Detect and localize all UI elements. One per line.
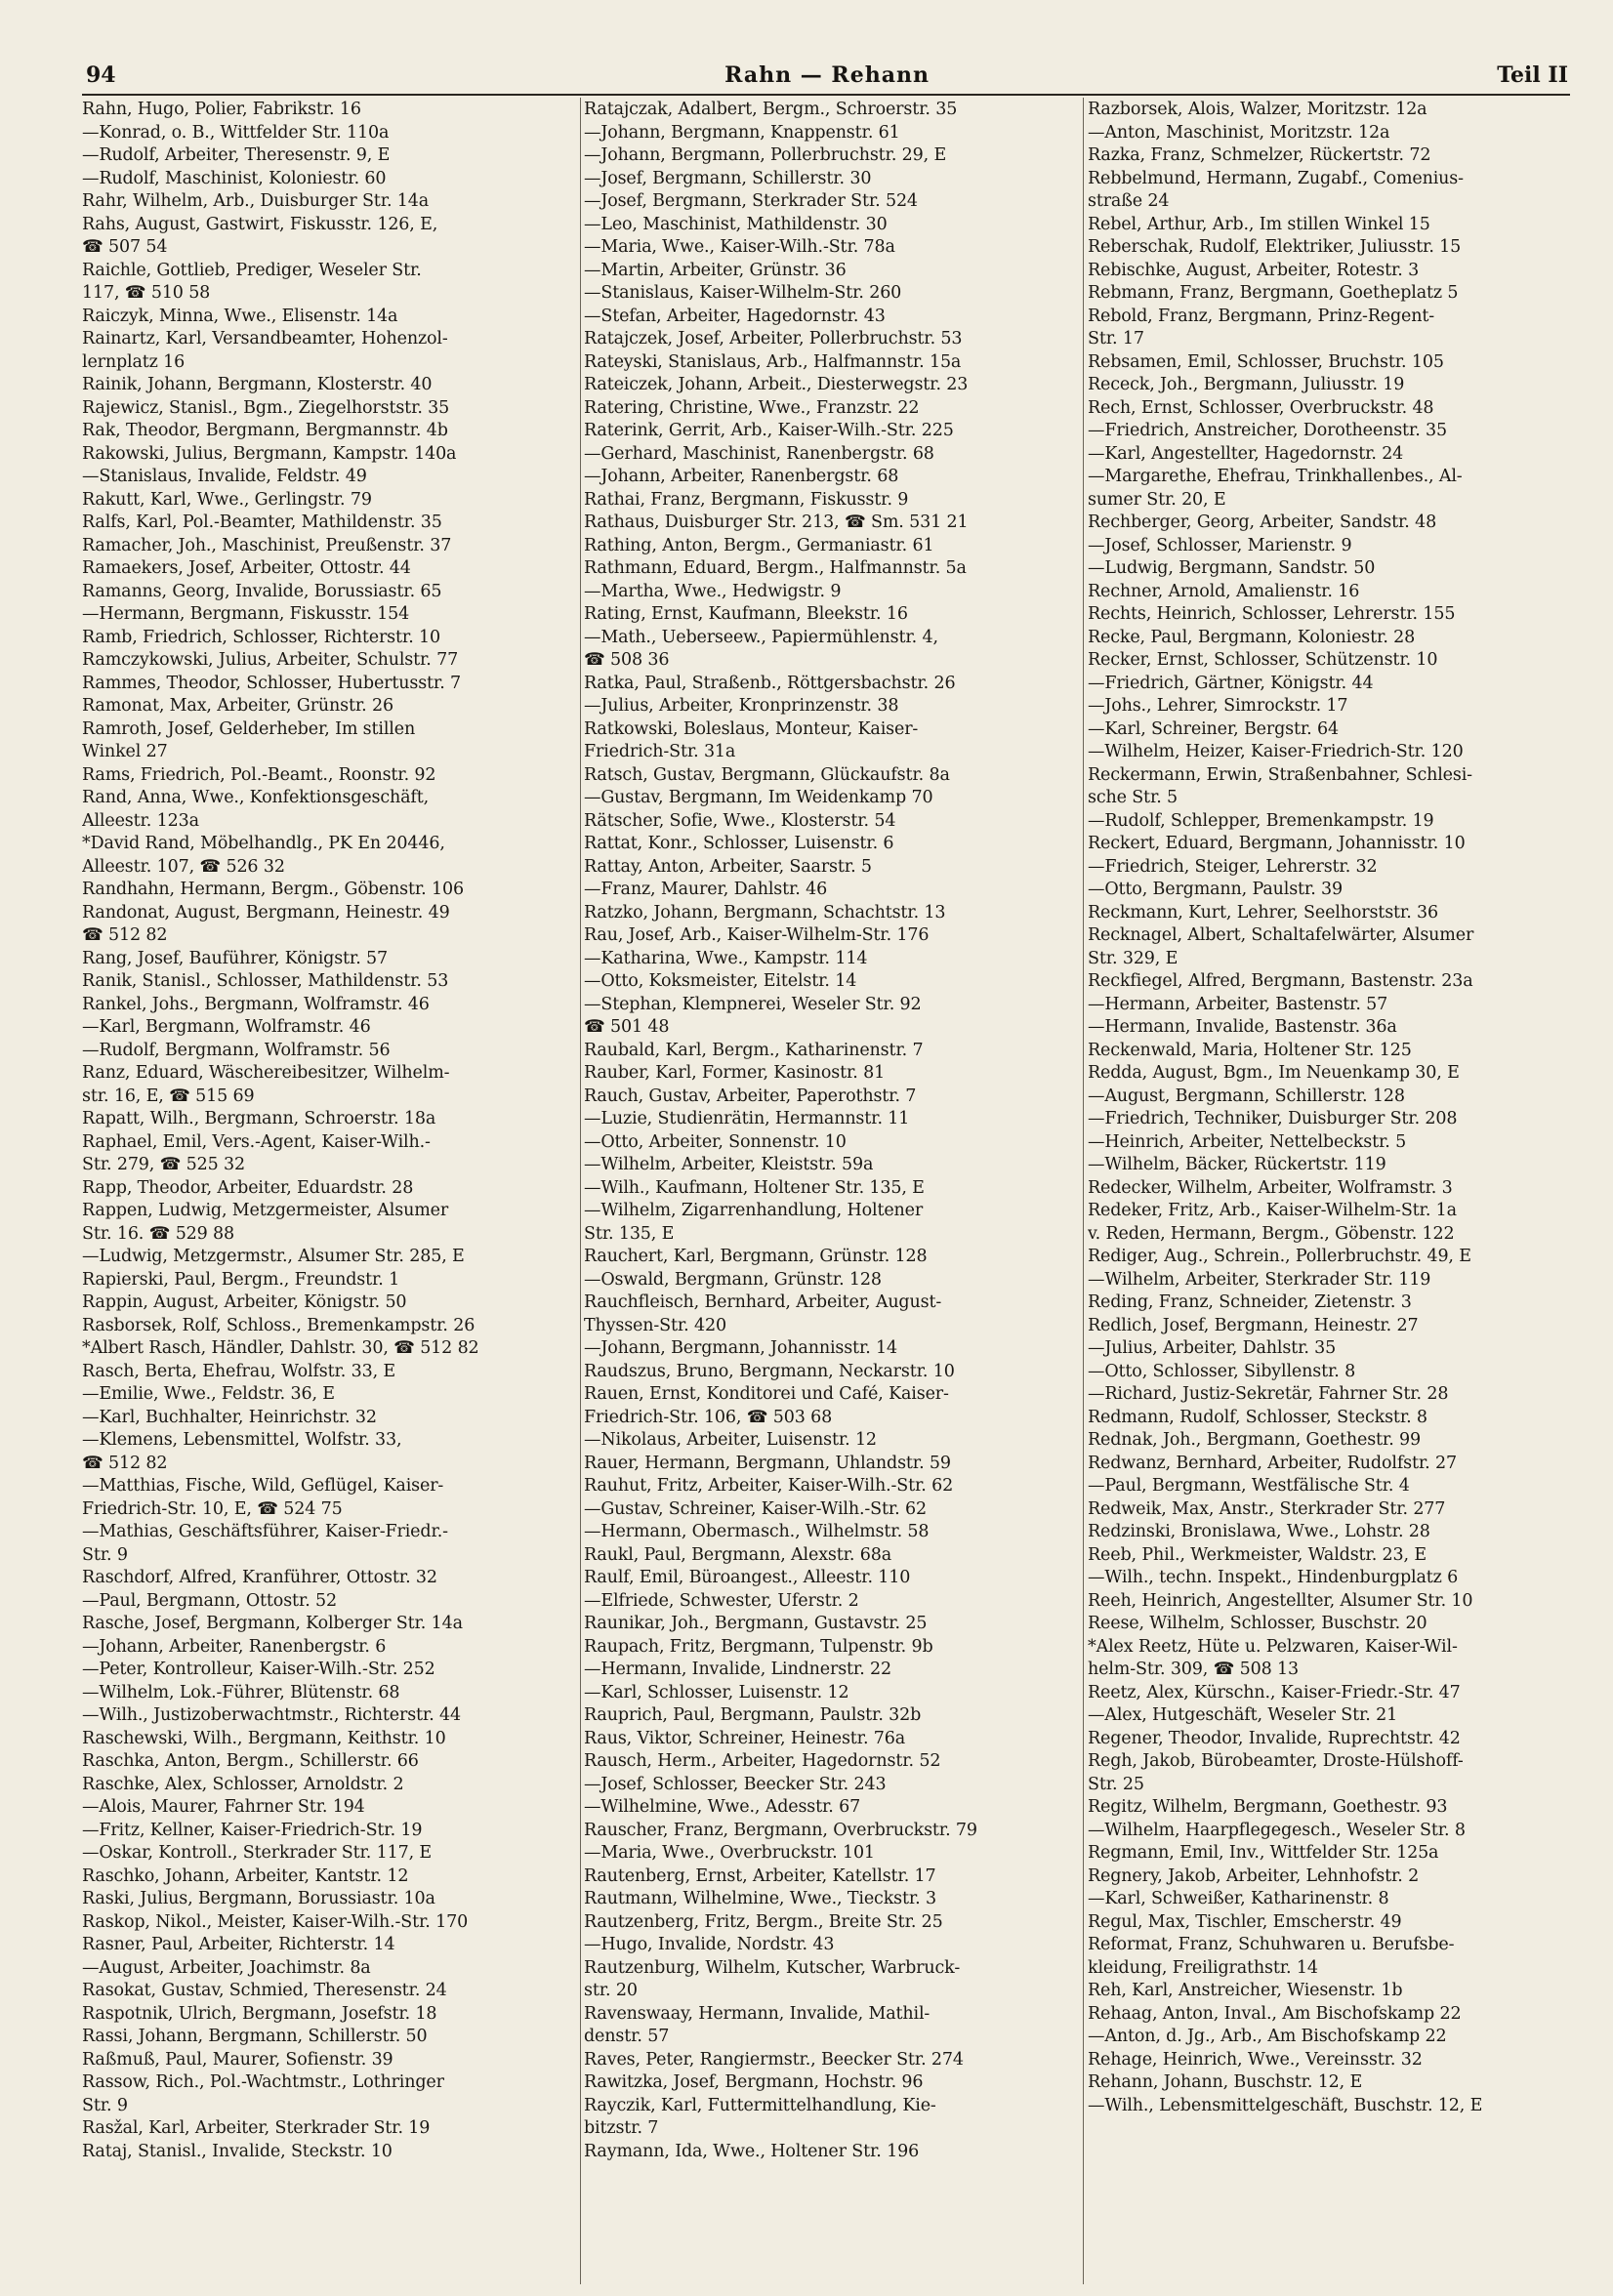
directory-entry-line: Rateyski, Stanislaus, Arb., Halfmannstr. 15a [584, 351, 962, 372]
directory-entry-line: Ralfs, Karl, Pol.-Beamter, Mathildenstr. 35 [82, 512, 442, 532]
directory-entry-line: ☎ 512 82 [82, 1453, 168, 1473]
directory-entry-line: —Karl, Schweißer, Katharinenstr. 8 [1088, 1889, 1389, 1908]
directory-entry-line: Reckermann, Erwin, Straßenbahner, Schlesi- [1088, 764, 1472, 785]
directory-entry-line: —Martha, Wwe., Hedwigstr. 9 [584, 581, 842, 601]
directory-entry-line: —Hermann, Invalide, Bastenstr. 36a [1088, 1017, 1397, 1037]
directory-entry-line: Rakutt, Karl, Wwe., Gerlingstr. 79 [82, 489, 372, 510]
directory-entry-line: —Oswald, Bergmann, Grünstr. 128 [584, 1269, 882, 1290]
directory-entry-line: v. Reden, Hermann, Bergm., Göbenstr. 122 [1088, 1223, 1455, 1244]
directory-entry-line: straße 24 [1088, 191, 1170, 211]
directory-entry-line: —Wilhelm, Heizer, Kaiser-Friedrich-Str. 120 [1088, 742, 1464, 761]
directory-entry-line: Rathai, Franz, Bergmann, Fiskusstr. 9 [584, 489, 909, 510]
directory-entry-line: kleidung, Freiligrathstr. 14 [1088, 1957, 1318, 1978]
directory-entry-line: Rednak, Joh., Bergmann, Goethestr. 99 [1088, 1430, 1421, 1450]
directory-entry-line: *Alex Reetz, Hüte u. Pelzwaren, Kaiser-Wil- [1088, 1636, 1458, 1657]
directory-entry-line: denstr. 57 [584, 2027, 670, 2046]
directory-entry-line: Raunikar, Joh., Bergmann, Gustavstr. 25 [584, 1614, 928, 1633]
directory-entry-line: Raichle, Gottlieb, Prediger, Weseler Str. [82, 260, 422, 280]
directory-entry-line: Raschka, Anton, Bergm., Schillerstr. 66 [82, 1751, 419, 1771]
directory-entry-line: Rawitzka, Josef, Bergmann, Hochstr. 96 [584, 2072, 924, 2092]
directory-entry-line: —Stanislaus, Kaiser-Wilhelm-Str. 260 [584, 283, 902, 303]
directory-entry-line: —Johann, Arbeiter, Ranenbergstr. 68 [584, 467, 899, 486]
directory-entry-line: —Wilhelm, Zigarrenhandlung, Holtener [584, 1201, 924, 1220]
directory-entry-line: —Josef, Schlosser, Beecker Str. 243 [584, 1774, 887, 1794]
directory-entry-line: Ramroth, Josef, Gelderheber, Im stillen [82, 718, 416, 739]
directory-entry-line: Rappin, August, Arbeiter, Königstr. 50 [82, 1292, 407, 1312]
directory-entry-line: —Otto, Arbeiter, Sonnenstr. 10 [584, 1131, 847, 1152]
directory-entry-line: —Hermann, Arbeiter, Bastenstr. 57 [1088, 994, 1388, 1014]
directory-entry-line: Rasžal, Karl, Arbeiter, Sterkrader Str. 19 [82, 2118, 431, 2138]
directory-entry-line: —Stanislaus, Invalide, Feldstr. 49 [82, 467, 367, 486]
directory-entry-line: Redmann, Rudolf, Schlosser, Steckstr. 8 [1088, 1407, 1427, 1427]
directory-entry-line: Recknagel, Albert, Schaltafelwärter, Alsumer [1088, 925, 1474, 945]
directory-entry-line: sumer Str. 20, E [1088, 489, 1226, 510]
directory-entry-line: Raskop, Nikol., Meister, Kaiser-Wilh.-Str. 170 [82, 1911, 469, 1932]
directory-entry-line: Rainik, Johann, Bergmann, Klosterstr. 40 [82, 375, 433, 394]
directory-entry-line: —Ludwig, Metzgermstr., Alsumer Str. 285, E [82, 1247, 465, 1266]
directory-entry-line: —Oskar, Kontroll., Sterkrader Str. 117, E [82, 1843, 433, 1863]
directory-entry-line: —Nikolaus, Arbeiter, Luisenstr. 12 [584, 1430, 877, 1450]
directory-entry-line: Rateiczek, Johann, Arbeit., Diesterwegstr. 23 [584, 375, 969, 394]
directory-entry-line: Rassow, Rich., Pol.-Wachtmstr., Lothringer [82, 2072, 444, 2092]
directory-entry-line: —August, Arbeiter, Joachimstr. 8a [82, 1957, 371, 1978]
directory-entry-line: —Friedrich, Techniker, Duisburger Str. 208 [1088, 1109, 1458, 1128]
directory-entry-line: Str. 17 [1088, 329, 1144, 348]
directory-entry-line: Ramczykowski, Julius, Arbeiter, Schulstr. 77 [82, 650, 459, 670]
directory-entry-line: —Anton, d. Jg., Arb., Am Bischofskamp 22 [1088, 2027, 1447, 2046]
directory-entry-line: —Otto, Schlosser, Sibyllenstr. 8 [1088, 1361, 1356, 1381]
directory-entry-line: Ratering, Christine, Wwe., Franzstr. 22 [584, 397, 920, 418]
directory-column-1 [82, 99, 576, 2285]
directory-entry-line: str. 20 [584, 1981, 638, 2000]
directory-entry-line: —Richard, Justiz-Sekretär, Fahrner Str. 28 [1088, 1384, 1449, 1404]
directory-entry-line: Rechner, Arnold, Amalienstr. 16 [1088, 581, 1360, 601]
directory-entry-line: Rams, Friedrich, Pol.-Beamt., Roonstr. 92 [82, 764, 436, 785]
directory-entry-line: —Wilh., Kaufmann, Holtener Str. 135, E [584, 1177, 925, 1198]
part-label: Teil II [1497, 62, 1568, 88]
directory-entry-line: Rauchfleisch, Bernhard, Arbeiter, August- [584, 1292, 942, 1312]
directory-entry-line: 117, ☎ 510 58 [82, 283, 211, 303]
directory-entry-line: Raschewski, Wilh., Bergmann, Keithstr. 10 [82, 1728, 446, 1748]
directory-entry-line: —Gustav, Bergmann, Im Weidenkamp 70 [584, 788, 933, 807]
directory-entry-line: Rating, Ernst, Kaufmann, Bleekstr. 16 [584, 604, 908, 624]
directory-entry-line: —Katharina, Wwe., Kampstr. 114 [584, 948, 868, 968]
directory-entry-line: —Konrad, o. B., Wittfelder Str. 110a [82, 122, 390, 143]
header-rule [82, 94, 1570, 96]
directory-entry-line: Reckmann, Kurt, Lehrer, Seelhorststr. 36 [1088, 902, 1438, 922]
directory-entry-line: Raus, Viktor, Schreiner, Heinestr. 76a [584, 1728, 906, 1748]
directory-entry-line: str. 16, E, ☎ 515 69 [82, 1086, 255, 1106]
directory-entry-line: Ramonat, Max, Arbeiter, Grünstr. 26 [82, 696, 393, 716]
directory-entry-line: Reetz, Alex, Kürschn., Kaiser-Friedr.-Str. 47 [1088, 1682, 1461, 1702]
directory-entry-line: Rapierski, Paul, Bergm., Freundstr. 1 [82, 1269, 400, 1290]
directory-entry-line: Redda, August, Bgm., Im Neuenkamp 30, E [1088, 1063, 1460, 1083]
directory-column-2 [584, 99, 1077, 2285]
directory-entry-line: Reese, Wilhelm, Schlosser, Buschstr. 20 [1088, 1614, 1427, 1633]
directory-entry-line: Ratkowski, Boleslaus, Monteur, Kaiser- [584, 718, 919, 739]
directory-entry-line: —Hugo, Invalide, Nordstr. 43 [584, 1935, 835, 1954]
directory-entry-line: Razborsek, Alois, Walzer, Moritzstr. 12a [1088, 100, 1427, 119]
directory-entry-line: Rasner, Paul, Arbeiter, Richterstr. 14 [82, 1935, 395, 1954]
directory-entry-line: Str. 25 [1088, 1774, 1144, 1794]
directory-entry-line: Reh, Karl, Anstreicher, Wiesenstr. 1b [1088, 1981, 1403, 2000]
directory-entry-line: —Alois, Maurer, Fahrner Str. 194 [82, 1797, 365, 1817]
directory-entry-line: Rebel, Arthur, Arb., Im stillen Winkel 15 [1088, 214, 1430, 234]
directory-entry-line: Raukl, Paul, Bergmann, Alexstr. 68a [584, 1544, 891, 1565]
directory-entry-line: Raiczyk, Minna, Wwe., Elisenstr. 14a [82, 306, 398, 326]
directory-entry-line: Rehaag, Anton, Inval., Am Bischofskamp 22 [1088, 2003, 1462, 2024]
directory-entry-line: Redecker, Wilhelm, Arbeiter, Wolframstr. 3 [1088, 1177, 1453, 1198]
directory-entry-line: bitzstr. 7 [584, 2118, 659, 2138]
directory-entry-line: Raspotnik, Ulrich, Bergmann, Josefstr. 18 [82, 2003, 437, 2024]
directory-entry-line: Ramb, Friedrich, Schlosser, Richterstr. 10 [82, 627, 440, 647]
directory-entry-line: —Klemens, Lebensmittel, Wolfstr. 33, [82, 1430, 402, 1450]
directory-entry-line: —Hermann, Obermasch., Wilhelmstr. 58 [584, 1522, 930, 1541]
directory-entry-line: —Alex, Hutgeschäft, Weseler Str. 21 [1088, 1705, 1398, 1725]
directory-entry-line: —Mathias, Geschäftsführer, Kaiser-Friedr.- [82, 1522, 448, 1541]
directory-entry-line: —Stephan, Klempnerei, Weseler Str. 92 [584, 994, 922, 1014]
directory-entry-line: —Gerhard, Maschinist, Ranenbergstr. 68 [584, 443, 934, 464]
directory-entry-line: —Johs., Lehrer, Simrockstr. 17 [1088, 696, 1348, 716]
directory-entry-line: —Wilhelm, Arbeiter, Kleiststr. 59a [584, 1155, 874, 1174]
directory-entry-line: Reckfiegel, Alfred, Bergmann, Bastenstr. 23a [1088, 971, 1473, 991]
directory-entry-line: —Peter, Kontrolleur, Kaiser-Wilh.-Str. 252 [82, 1660, 435, 1679]
directory-entry-line: Redeker, Fritz, Arb., Kaiser-Wilhelm-Str. 1a [1088, 1201, 1457, 1220]
directory-entry-line: Rautmann, Wilhelmine, Wwe., Tieckstr. 3 [584, 1889, 936, 1908]
column-divider [580, 98, 581, 2284]
directory-entry-line: Regnery, Jakob, Arbeiter, Lehnhofstr. 2 [1088, 1866, 1420, 1886]
directory-entry-line: —Maria, Wwe., Overbruckstr. 101 [584, 1843, 875, 1863]
directory-entry-line: Raupach, Fritz, Bergmann, Tulpenstr. 9b [584, 1636, 933, 1657]
directory-entry-line: Rattay, Anton, Arbeiter, Saarstr. 5 [584, 856, 872, 877]
directory-entry-line: Ratzko, Johann, Bergmann, Schachtstr. 13 [584, 902, 946, 922]
directory-entry-line: —Otto, Bergmann, Paulstr. 39 [1088, 880, 1343, 899]
directory-entry-line: —Karl, Bergmann, Wolframstr. 46 [82, 1017, 371, 1037]
directory-entry-line: —Leo, Maschinist, Mathildenstr. 30 [584, 214, 888, 234]
directory-entry-line: Razka, Franz, Schmelzer, Rückertstr. 72 [1088, 145, 1431, 165]
directory-entry-line: —Maria, Wwe., Kaiser-Wilh.-Str. 78a [584, 237, 895, 257]
directory-entry-line: —Karl, Schreiner, Bergstr. 64 [1088, 718, 1339, 739]
directory-entry-line: Raterink, Gerrit, Arb., Kaiser-Wilh.-Str. 225 [584, 421, 954, 440]
directory-entry-line: Thyssen-Str. 420 [584, 1315, 726, 1335]
directory-entry-line: Rech, Ernst, Schlosser, Overbruckstr. 48 [1088, 397, 1434, 418]
directory-entry-line: Redweik, Max, Anstr., Sterkrader Str. 277 [1088, 1498, 1446, 1519]
directory-entry-line: —Franz, Maurer, Dahlstr. 46 [584, 880, 828, 899]
directory-entry-line: Raulf, Emil, Büroangest., Alleestr. 110 [584, 1568, 911, 1587]
directory-entry-line: Winkel 27 [82, 742, 168, 761]
directory-entry-line: —Johann, Bergmann, Knappenstr. 61 [584, 122, 900, 143]
directory-entry-line: Rau, Josef, Arb., Kaiser-Wilhelm-Str. 176 [584, 925, 930, 945]
directory-entry-line: ☎ 508 36 [584, 650, 670, 670]
directory-entry-line: Reckert, Eduard, Bergmann, Johannisstr. 10 [1088, 834, 1466, 853]
directory-entry-line: Regmann, Emil, Inv., Wittfelder Str. 125a [1088, 1843, 1439, 1863]
directory-entry-line: Randonat, August, Bergmann, Heinestr. 49 [82, 902, 450, 922]
directory-entry-line: Rausch, Herm., Arbeiter, Hagedornstr. 52 [584, 1751, 941, 1771]
directory-entry-line: Raubald, Karl, Bergm., Katharinenstr. 7 [584, 1040, 924, 1060]
directory-entry-line: —Karl, Schlosser, Luisenstr. 12 [584, 1682, 849, 1702]
directory-entry-line: Rediger, Aug., Schrein., Pollerbruchstr. 49, E [1088, 1247, 1471, 1266]
directory-entry-line: Recke, Paul, Bergmann, Koloniestr. 28 [1088, 627, 1416, 647]
directory-entry-line: Rataj, Stanisl., Invalide, Steckstr. 10 [82, 2141, 393, 2161]
directory-entry-line: Str. 279, ☎ 525 32 [82, 1155, 246, 1174]
directory-entry-line: Rappen, Ludwig, Metzgermeister, Alsumer [82, 1201, 449, 1220]
directory-entry-line: —Anton, Maschinist, Moritzstr. 12a [1088, 122, 1390, 143]
directory-entry-line: —Karl, Angestellter, Hagedornstr. 24 [1088, 443, 1404, 464]
directory-entry-line: —Wilhelm, Bäcker, Rückertstr. 119 [1088, 1155, 1386, 1174]
directory-entry-line: —Karl, Buchhalter, Heinrichstr. 32 [82, 1407, 377, 1427]
directory-entry-line: Rautzenberg, Fritz, Bergm., Breite Str. 25 [584, 1911, 943, 1932]
directory-entry-line: Recker, Ernst, Schlosser, Schützenstr. 10 [1088, 650, 1438, 670]
directory-entry-line: Friedrich-Str. 31a [584, 742, 736, 761]
directory-entry-line: —Wilhelm, Lok.-Führer, Blütenstr. 68 [82, 1682, 400, 1702]
directory-entry-line: Reckenwald, Maria, Holtener Str. 125 [1088, 1040, 1412, 1060]
directory-entry-line: —Luzie, Studienrätin, Hermannstr. 11 [584, 1109, 910, 1128]
directory-entry-line: Rathmann, Eduard, Bergm., Halfmannstr. 5a [584, 558, 967, 578]
directory-entry-line: sche Str. 5 [1088, 788, 1179, 807]
directory-entry-line: —Friedrich, Gärtner, Königstr. 44 [1088, 673, 1374, 693]
directory-entry-line: Rang, Josef, Bauführer, Königstr. 57 [82, 948, 389, 968]
directory-entry-line: Regh, Jakob, Bürobeamter, Droste-Hülshoff- [1088, 1751, 1464, 1771]
directory-entry-line: Redzinski, Bronislawa, Wwe., Lohstr. 28 [1088, 1522, 1430, 1541]
directory-entry-line: Reformat, Franz, Schuhwaren u. Berufsbe- [1088, 1935, 1455, 1954]
directory-entry-line: Rapp, Theodor, Arbeiter, Eduardstr. 28 [82, 1177, 414, 1198]
directory-entry-line: —Julius, Arbeiter, Dahlstr. 35 [1088, 1338, 1337, 1358]
directory-entry-line: Rahr, Wilhelm, Arb., Duisburger Str. 14a [82, 191, 430, 211]
directory-entry-line: Str. 9 [82, 2095, 128, 2115]
directory-entry-line: Reding, Franz, Schneider, Zietenstr. 3 [1088, 1292, 1412, 1312]
directory-entry-line: Rapatt, Wilh., Bergmann, Schroerstr. 18a [82, 1109, 436, 1128]
directory-entry-line: Rauber, Karl, Former, Kasinostr. 81 [584, 1063, 886, 1083]
directory-entry-line: Regener, Theodor, Invalide, Ruprechtstr. 42 [1088, 1728, 1461, 1748]
directory-entry-line: Reeb, Phil., Werkmeister, Waldstr. 23, E [1088, 1544, 1427, 1565]
directory-entry-line: —Ludwig, Bergmann, Sandstr. 50 [1088, 558, 1376, 578]
directory-entry-line: —Paul, Bergmann, Ottostr. 52 [82, 1590, 337, 1611]
directory-entry-line: Ratsch, Gustav, Bergmann, Glückaufstr. 8a [584, 764, 950, 785]
directory-entry-line: —Otto, Koksmeister, Eitelstr. 14 [584, 971, 857, 991]
directory-entry-line: Rasche, Josef, Bergmann, Kolberger Str. 14a [82, 1614, 463, 1633]
directory-entry-line: Reberschak, Rudolf, Elektriker, Juliusstr. 15 [1088, 237, 1462, 257]
directory-entry-line: Friedrich-Str. 10, E, ☎ 524 75 [82, 1498, 343, 1519]
directory-entry-line: —Heinrich, Arbeiter, Nettelbeckstr. 5 [1088, 1131, 1407, 1152]
directory-entry-line: —Matthias, Fische, Wild, Geflügel, Kaiser- [82, 1476, 444, 1496]
directory-entry-line: Rechts, Heinrich, Schlosser, Lehrerstr. 155 [1088, 604, 1456, 624]
directory-entry-line: Str. 16. ☎ 529 88 [82, 1223, 235, 1244]
page-title: Rahn — Rehann [724, 62, 930, 88]
directory-entry-line: Rattat, Konr., Schlosser, Luisenstr. 6 [584, 834, 894, 853]
directory-entry-line: —Rudolf, Arbeiter, Theresenstr. 9, E [82, 145, 391, 165]
directory-entry-line: ☎ 512 82 [82, 925, 168, 945]
directory-entry-line: Rautzenburg, Wilhelm, Kutscher, Warbruck- [584, 1957, 961, 1978]
directory-entry-line: Ramacher, Joh., Maschinist, Preußenstr. 37 [82, 535, 452, 555]
directory-entry-line: Str. 329, E [1088, 948, 1179, 968]
directory-entry-line: Raudszus, Bruno, Bergmann, Neckarstr. 10 [584, 1361, 955, 1381]
directory-entry-line: Rehage, Heinrich, Wwe., Vereinsstr. 32 [1088, 2049, 1423, 2070]
directory-entry-line: Rassi, Johann, Bergmann, Schillerstr. 50 [82, 2027, 428, 2046]
directory-entry-line: Rauprich, Paul, Bergmann, Paulstr. 32b [584, 1705, 922, 1725]
directory-entry-line: Rasch, Berta, Ehefrau, Wolfstr. 33, E [82, 1361, 396, 1381]
directory-entry-line: Rasborsek, Rolf, Schloss., Bremenkampstr. 26 [82, 1315, 476, 1335]
directory-entry-line: Ratajczek, Josef, Arbeiter, Pollerbruchstr. 53 [584, 329, 963, 348]
directory-entry-line: Raschko, Johann, Arbeiter, Kantstr. 12 [82, 1866, 409, 1886]
directory-entry-line: Rauch, Gustav, Arbeiter, Paperothstr. 7 [584, 1086, 917, 1106]
page-header [86, 59, 1568, 94]
directory-entry-line: —Wilh., techn. Inspekt., Hindenburgplatz 6 [1088, 1568, 1459, 1587]
directory-entry-line: Raschke, Alex, Schlosser, Arnoldstr. 2 [82, 1774, 404, 1794]
directory-entry-line: —Wilh., Lebensmittelgeschäft, Buschstr. 12, E [1088, 2095, 1483, 2115]
directory-entry-line: —Wilhelm, Arbeiter, Sterkrader Str. 119 [1088, 1269, 1431, 1290]
directory-entry-line: Alleestr. 123a [82, 810, 199, 831]
directory-entry-line: Ratka, Paul, Straßenb., Röttgersbachstr. 26 [584, 673, 956, 693]
directory-entry-line: Reeh, Heinrich, Angestellter, Alsumer Str. 10 [1088, 1590, 1473, 1611]
directory-entry-line: Redwanz, Bernhard, Arbeiter, Rudolfstr. 27 [1088, 1453, 1457, 1473]
directory-entry-line: —Friedrich, Anstreicher, Dorotheenstr. 35 [1088, 421, 1448, 440]
directory-entry-line: Rammes, Theodor, Schlosser, Hubertusstr. 7 [82, 673, 462, 693]
directory-entry-line: Raßmuß, Paul, Maurer, Sofienstr. 39 [82, 2049, 393, 2070]
directory-entry-line: lernplatz 16 [82, 351, 186, 372]
directory-entry-line: Ramanns, Georg, Invalide, Borussiastr. 65 [82, 581, 442, 601]
directory-entry-line: Raphael, Emil, Vers.-Agent, Kaiser-Wilh.- [82, 1131, 431, 1152]
directory-entry-line: Redlich, Josef, Bergmann, Heinestr. 27 [1088, 1315, 1419, 1335]
directory-entry-line: Rauen, Ernst, Konditorei und Café, Kaiser- [584, 1384, 949, 1404]
directory-entry-line: Receck, Joh., Bergmann, Juliusstr. 19 [1088, 375, 1405, 394]
directory-entry-line: Randhahn, Hermann, Bergm., Göbenstr. 106 [82, 880, 464, 899]
directory-entry-line: —Hermann, Invalide, Lindnerstr. 22 [584, 1660, 891, 1679]
directory-entry-line: Rajewicz, Stanisl., Bgm., Ziegelhorststr. 35 [82, 397, 450, 418]
directory-entry-line: Rasokat, Gustav, Schmied, Theresenstr. 24 [82, 1981, 447, 2000]
directory-entry-line: Rathaus, Duisburger Str. 213, ☎ Sm. 531 21 [584, 512, 969, 532]
directory-entry-line: —Emilie, Wwe., Feldstr. 36, E [82, 1384, 335, 1404]
directory-entry-line: —Gustav, Schreiner, Kaiser-Wilh.-Str. 62 [584, 1498, 927, 1519]
directory-entry-line: —Josef, Schlosser, Marienstr. 9 [1088, 535, 1352, 555]
page-number: 94 [86, 62, 116, 88]
directory-entry-line: ☎ 507 54 [82, 237, 168, 257]
directory-entry-line: helm-Str. 309, ☎ 508 13 [1088, 1660, 1299, 1679]
directory-entry-line: Rautenberg, Ernst, Arbeiter, Katellstr. 17 [584, 1866, 936, 1886]
directory-entry-line: Rauer, Hermann, Bergmann, Uhlandstr. 59 [584, 1453, 951, 1473]
directory-entry-line: Friedrich-Str. 106, ☎ 503 68 [584, 1407, 833, 1427]
directory-entry-line: Rand, Anna, Wwe., Konfektionsgeschäft, [82, 788, 430, 807]
directory-entry-line: Rechberger, Georg, Arbeiter, Sandstr. 48 [1088, 512, 1437, 532]
directory-entry-line: —Wilhelmine, Wwe., Adesstr. 67 [584, 1797, 861, 1817]
directory-entry-line: Rak, Theodor, Bergmann, Bergmannstr. 4b [82, 421, 448, 440]
directory-entry-line: Rankel, Johs., Bergmann, Wolframstr. 46 [82, 994, 430, 1014]
directory-entry-line: —Josef, Bergmann, Schillerstr. 30 [584, 168, 872, 188]
directory-entry-line: —Johann, Arbeiter, Ranenbergstr. 6 [82, 1636, 387, 1657]
directory-entry-line: —Rudolf, Bergmann, Wolframstr. 56 [82, 1040, 391, 1060]
directory-entry-line: Rauhut, Fritz, Arbeiter, Kaiser-Wilh.-Str. 62 [584, 1476, 954, 1496]
directory-entry-line: Rahs, August, Gastwirt, Fiskusstr. 126, E, [82, 214, 438, 234]
directory-entry-line: Ranik, Stanisl., Schlosser, Mathildenstr. 53 [82, 971, 449, 991]
directory-entry-line: Raski, Julius, Bergmann, Borussiastr. 10a [82, 1889, 435, 1908]
directory-entry-line: —Elfriede, Schwester, Uferstr. 2 [584, 1590, 859, 1611]
directory-entry-line: —Martin, Arbeiter, Grünstr. 36 [584, 260, 847, 280]
directory-entry-line: Ratajczak, Adalbert, Bergm., Schroerstr. 35 [584, 100, 958, 119]
directory-entry-line: Regitz, Wilhelm, Bergmann, Goethestr. 93 [1088, 1797, 1448, 1817]
directory-entry-line: Ranz, Eduard, Wäschereibesitzer, Wilhelm- [82, 1063, 450, 1083]
directory-entry-line: —Rudolf, Maschinist, Koloniestr. 60 [82, 168, 387, 188]
directory-entry-line: —Math., Ueberseew., Papiermühlenstr. 4, [584, 627, 938, 647]
directory-entry-line: Raschdorf, Alfred, Kranführer, Ottostr. 32 [82, 1568, 437, 1587]
directory-entry-line: Rakowski, Julius, Bergmann, Kampstr. 140a [82, 443, 457, 464]
directory-entry-line: —Stefan, Arbeiter, Hagedornstr. 43 [584, 306, 886, 326]
directory-entry-line: Rätscher, Sofie, Wwe., Klosterstr. 54 [584, 810, 896, 831]
directory-entry-line: Ramaekers, Josef, Arbeiter, Ottostr. 44 [82, 558, 411, 578]
directory-entry-line: Ravenswaay, Hermann, Invalide, Mathil- [584, 2003, 931, 2024]
directory-entry-line: —Rudolf, Schlepper, Bremenkampstr. 19 [1088, 810, 1434, 831]
directory-entry-line: —Fritz, Kellner, Kaiser-Friedrich-Str. 19 [82, 1820, 423, 1840]
directory-entry-line: Rathing, Anton, Bergm., Germaniastr. 61 [584, 535, 934, 555]
directory-entry-line: Regul, Max, Tischler, Emscherstr. 49 [1088, 1911, 1402, 1932]
directory-entry-line: —Julius, Arbeiter, Kronprinzenstr. 38 [584, 696, 899, 716]
directory-entry-line: Rauscher, Franz, Bergmann, Overbruckstr. 79 [584, 1820, 977, 1840]
directory-entry-line: —Wilhelm, Haarpflegegesch., Weseler Str. 8 [1088, 1820, 1466, 1840]
directory-entry-line: *Albert Rasch, Händler, Dahlstr. 30, ☎ 512 82 [82, 1338, 479, 1358]
directory-entry-line: —Wilh., Justizoberwachtmstr., Richterstr. 44 [82, 1705, 462, 1725]
directory-column-3 [1088, 99, 1572, 2285]
directory-entry-line: —Johann, Bergmann, Johannisstr. 14 [584, 1338, 898, 1358]
directory-entry-line: Rayczik, Karl, Futtermittelhandlung, Kie- [584, 2095, 936, 2115]
directory-entry-line: ☎ 501 48 [584, 1017, 670, 1037]
directory-entry-line: —Paul, Bergmann, Westfälische Str. 4 [1088, 1476, 1410, 1496]
directory-entry-line: Raymann, Ida, Wwe., Holtener Str. 196 [584, 2141, 920, 2161]
directory-entry-line: Alleestr. 107, ☎ 526 32 [82, 856, 285, 877]
column-divider [1083, 98, 1084, 2284]
directory-entry-line: Raves, Peter, Rangiermstr., Beecker Str. 274 [584, 2049, 964, 2070]
directory-entry-line: Rebischke, August, Arbeiter, Rotestr. 3 [1088, 260, 1420, 280]
directory-entry-line: —August, Bergmann, Schillerstr. 128 [1088, 1086, 1405, 1106]
directory-entry-line: —Margarethe, Ehefrau, Trinkhallenbes., Al- [1088, 467, 1463, 486]
directory-entry-line: —Johann, Bergmann, Pollerbruchstr. 29, E [584, 145, 947, 165]
directory-entry-line: —Hermann, Bergmann, Fiskusstr. 154 [82, 604, 410, 624]
directory-entry-line: Rebbelmund, Hermann, Zugabf., Comenius- [1088, 168, 1464, 188]
directory-entry-line: —Josef, Bergmann, Sterkrader Str. 524 [584, 191, 918, 211]
directory-entry-line: Rehann, Johann, Buschstr. 12, E [1088, 2072, 1363, 2092]
directory-entry-line: —Friedrich, Steiger, Lehrerstr. 32 [1088, 856, 1378, 877]
directory-entry-line: Rebold, Franz, Bergmann, Prinz-Regent- [1088, 306, 1434, 326]
directory-entry-line: Rebsamen, Emil, Schlosser, Bruchstr. 105 [1088, 351, 1444, 372]
directory-entry-line: Rauchert, Karl, Bergmann, Grünstr. 128 [584, 1247, 928, 1266]
directory-entry-line: Rainartz, Karl, Versandbeamter, Hohenzol- [82, 329, 448, 348]
directory-entry-line: Rahn, Hugo, Polier, Fabrikstr. 16 [82, 100, 361, 119]
directory-entry-line: *David Rand, Möbelhandlg., PK En 20446, [82, 834, 445, 853]
directory-entry-line: Str. 9 [82, 1544, 128, 1565]
directory-entry-line: Str. 135, E [584, 1223, 675, 1244]
directory-entry-line: Rebmann, Franz, Bergmann, Goetheplatz 5 [1088, 283, 1459, 303]
